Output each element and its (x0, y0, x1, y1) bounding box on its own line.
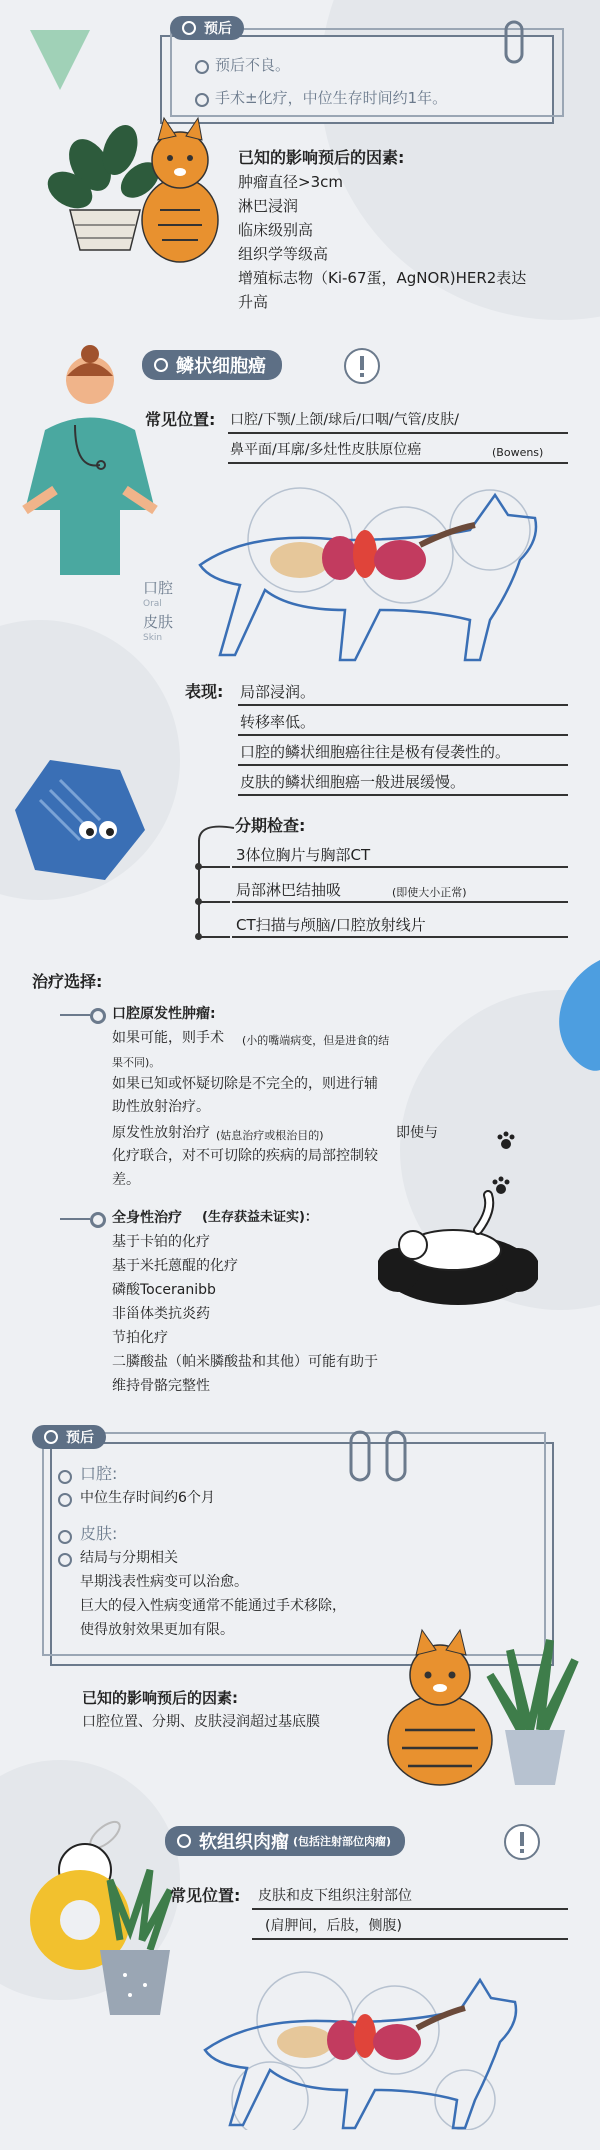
prognosis2-oral-label: 口腔: (80, 1464, 118, 1483)
prognosis2-skin-line-4: 使得放射效果更加有限。 (80, 1622, 234, 1638)
presentation-item-3: 口腔的鳞状细胞癌往往是极有侵袭性的。 (240, 743, 511, 761)
primary-line-2-small: 果不同)。 (112, 1056, 161, 1069)
underline (228, 432, 568, 434)
underline (238, 734, 568, 736)
blue-hexagon-illustration (10, 750, 150, 890)
exclamation-icon (342, 346, 382, 386)
sts-title-pill (165, 1826, 405, 1856)
cat-plant-illustration (30, 110, 230, 270)
systemic-node-icon (90, 1212, 106, 1228)
primary-line-3: 如果已知或怀疑切除是不完全的，则进行辅 (112, 1076, 378, 1092)
prognosis2-skin-line-1: 结局与分期相关 (80, 1550, 178, 1566)
top-factor-6: 升高 (238, 293, 269, 311)
underline (252, 1908, 568, 1910)
primary-line-6: 化疗联合，对不可切除的疾病的局部控制较 (112, 1148, 378, 1164)
timeline-branch (200, 901, 230, 903)
prognosis2-factors-heading: 已知的影响预后的因素: (82, 1689, 238, 1707)
top-prognosis-item-1: 预后不良。 (215, 56, 291, 74)
prognosis2-skin-line-3: 巨大的侵入性病变通常不能通过手术移除， (80, 1598, 346, 1614)
scc-location-line1: 口腔/下颚/上颌/球后/口咽/气管/皮肤/ (230, 412, 460, 428)
staging-item-3: CT扫描与颅脑/口腔放射线片 (236, 916, 426, 934)
systemic-item-4: 非甾体类抗炎药 (112, 1306, 210, 1322)
systemic-item-3: 磷酸Toceranibb (112, 1282, 216, 1298)
bullet-circle-icon (58, 1553, 72, 1567)
skin-label-en: Skin (143, 633, 163, 643)
systemic-item-2: 基于米托蒽醌的化疗 (112, 1258, 238, 1274)
top-prognosis-title: 预后 (204, 21, 232, 37)
primary-line-7: 差。 (112, 1172, 140, 1188)
staging-connector (198, 818, 238, 842)
top-factors-heading: 已知的影响预后的因素: (238, 148, 405, 167)
scc-location-line2: 鼻平面/耳廓/多灶性皮肤原位癌 (230, 442, 422, 458)
prognosis2-skin-line-2: 早期浅表性病变可以治愈。 (80, 1574, 248, 1590)
primary-line-5: 原发性放射治疗 (112, 1125, 210, 1141)
staging-item-2-note: (即使大小正常) (392, 886, 467, 899)
staging-label: 分期检查: (235, 816, 306, 835)
systemic-item-6: 二膦酸盐（帕米膦酸盐和其他）可能有助于 (112, 1354, 378, 1370)
presentation-label: 表现: (185, 682, 224, 701)
presentation-item-4: 皮肤的鳞状细胞癌一般进展缓慢。 (240, 773, 466, 791)
exclamation-icon (502, 1822, 542, 1862)
staging-item-2: 局部淋巴结抽吸 (236, 881, 342, 899)
timeline-branch (200, 866, 230, 868)
systemic-title: 全身性治疗 (112, 1210, 182, 1226)
skin-label-cn: 皮肤 (143, 613, 174, 631)
cat-anatomy-illustration (190, 470, 550, 665)
prognosis2-oral-text: 中位生存时间约6个月 (80, 1490, 215, 1506)
top-prognosis-pill (170, 16, 244, 40)
treatment-heading: 治疗选择: (32, 972, 103, 991)
sts-location-line2: (肩胛间，后肢，侧腹) (265, 1918, 402, 1934)
sts-title: 软组织肉瘤 (199, 1832, 289, 1853)
prognosis2-factors-text: 口腔位置、分期、皮肤浸润超过基底膜 (82, 1714, 320, 1730)
primary-line-1-small: (小的嘴端病变，但是进食的结 (242, 1034, 390, 1047)
bullet-circle-icon (58, 1470, 72, 1484)
cat-anatomy-illustration (195, 1950, 525, 2130)
bullet-circle-icon (58, 1493, 72, 1507)
oral-label-cn: 口腔 (143, 579, 174, 597)
top-factor-5: 增殖标志物（Ki-67蛋，AgNOR)HER2表达 (238, 269, 527, 287)
staging-item-1: 3体位胸片与胸部CT (236, 846, 371, 864)
underline (238, 794, 568, 796)
primary-line-4: 助性放射治疗。 (112, 1099, 210, 1115)
primary-line-5-small: (姑息治疗或根治目的) (216, 1129, 324, 1142)
bullet-circle-icon (58, 1530, 72, 1544)
top-factor-3: 临床级别高 (238, 221, 314, 239)
top-factor-1: 肿瘤直径>3cm (238, 173, 343, 191)
presentation-item-1: 局部浸润。 (240, 683, 316, 701)
underline (232, 901, 568, 903)
clip-icon (345, 1428, 415, 1488)
sts-location-label: 常见位置: (170, 1886, 241, 1905)
sts-title-small: (包括注射部位肉瘤) (293, 1835, 392, 1848)
cat-plant-illustration (380, 1620, 580, 1795)
primary-title: 口腔原发性肿瘤: (112, 1006, 216, 1022)
pill-dot-icon (154, 358, 168, 372)
sleeping-cats-illustration (378, 1190, 538, 1310)
scc-title-pill (142, 350, 282, 380)
oral-label-en: Oral (143, 599, 162, 609)
staging-timeline (198, 840, 200, 935)
systemic-connector (60, 1218, 90, 1220)
presentation-item-2: 转移率低。 (240, 713, 316, 731)
systemic-item-7: 维持骨骼完整性 (112, 1378, 210, 1394)
systemic-note: (生存获益未证实)： (202, 1210, 318, 1225)
underline (232, 866, 568, 868)
underline (252, 1938, 568, 1940)
underline (238, 764, 568, 766)
prognosis2-pill (32, 1425, 106, 1449)
scc-title: 鳞状细胞癌 (176, 356, 266, 377)
prognosis2-title: 预后 (66, 1430, 94, 1446)
primary-node-icon (90, 1008, 106, 1024)
underline (232, 936, 568, 938)
sts-location-line1: 皮肤和皮下组织注射部位 (258, 1888, 412, 1904)
bullet-circle-icon (195, 93, 209, 107)
primary-line-1: 如果可能，则手术 (112, 1030, 224, 1046)
pill-dot-icon (182, 21, 196, 35)
scc-location-label: 常见位置: (145, 410, 216, 429)
prognosis2-skin-label: 皮肤: (80, 1524, 118, 1543)
systemic-item-1: 基于卡铂的化疗 (112, 1234, 210, 1250)
pill-dot-icon (177, 1834, 191, 1848)
bullet-circle-icon (195, 60, 209, 74)
timeline-branch (200, 936, 230, 938)
systemic-item-5: 节拍化疗 (112, 1330, 168, 1346)
top-factor-4: 组织学等级高 (238, 245, 329, 263)
paw-icon (495, 1130, 517, 1152)
scc-location-line2-small: (Bowens) (492, 446, 544, 459)
primary-line-5-tail: 即使与 (396, 1125, 438, 1141)
underline (228, 462, 568, 464)
clip-icon (500, 18, 530, 68)
underline (238, 704, 568, 706)
top-prognosis-item-2: 手术±化疗，中位生存时间约1年。 (215, 89, 448, 107)
pill-dot-icon (44, 1430, 58, 1444)
primary-connector (60, 1014, 90, 1016)
top-factor-2: 淋巴浸润 (238, 197, 299, 215)
